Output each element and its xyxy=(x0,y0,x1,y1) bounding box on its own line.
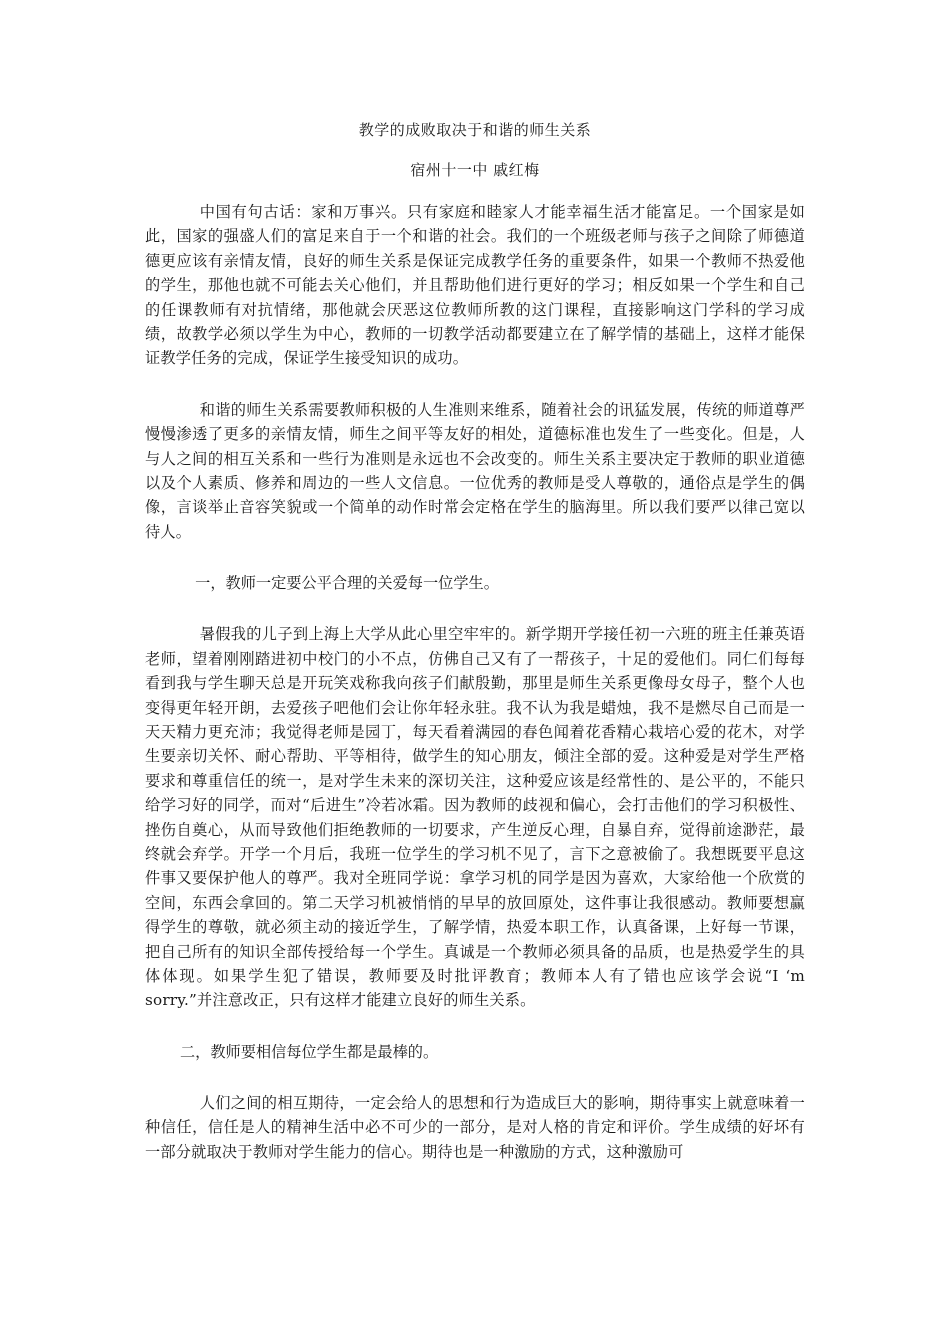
section-heading-one: 一，教师一定要公平合理的关爱每一位学生。 xyxy=(195,574,499,593)
paragraph-relationship: 和谐的师生关系需要教师积极的人生准则来维系，随着社会的讯猛发展，传统的师道尊严慢慢渗透了更多的亲情友情，师生之间平等友好的相处，道德标准也发生了一些变化。但是，人与人之间的相互关系和一些行为准则是永远也不会改变的。师生关系主要决定于教师的职业道德以及个人素质、修养和周边的一些人文信息。一位优秀的教师是受人尊敬的，通俗点是学生的偶像，言谈举止音容笑貌或一个简单的动作时常会定格在学生的脑海里。所以我们要严以律己宽以待人。 xyxy=(145,400,805,541)
section-heading-two: 二，教师要相信每位学生都是最棒的。 xyxy=(179,1042,439,1061)
paragraph-care-for-students: 暑假我的儿子到上海上大学从此心里空牢牢的。新学期开学接任初一六班的班主任兼英语老师，望着刚刚踏进初中校门的小不点，仿佛自己又有了一帮孩子，十足的爱他们。同仁们每每看到我与学生聊天总是开玩笑戏称我向孩子们献殷勤，那里是师生关系更像母女母子，整个人也变得更年轻开朗，去爱孩子吧他们会让你年轻永驻。我不认为我是蜡烛，我不是燃尽自己而是一天天精力更充沛；我觉得老师是园丁，每天看着满园的春色闻着花香精心栽培心爱的花木，对学生要亲切关怀、耐心帮助、平等相待，做学生的知心朋友，倾注全部的爱。这种爱是对学生严格要求和尊重信任的统一，是对学生未来的深切关注，这种爱应该是经常性的、是公平的，不能只给学习好的同学，而对“后进生”冷若冰霜。因为教师的歧视和偏心，会打击他们的学习积极性、挫伤自奠心，从而导致他们拒绝教师的一切要求，产生逆反心理，自暴自弃，觉得前途渺茫，最终就会弃学。开学一个月后，我班一位学生的学习机不见了，言下之意被偷了。我想既要平息这件事又要保护他人的尊严。我对全班同学说：拿学习机的同学是因为喜欢，大家给他一个欣赏的空间，东西会拿回的。第二天学习机被悄悄的早早的放回原处，这件事让我很感动。教师要想赢得学生的尊敬，就必须主动的接近学生，了解学情，热爱本职工作，认真备课，上好每一节课，把自己所有的知识全部传授给每一个学生。真诚是一个教师必须具备的品质，也是热爱学生的具体体现。如果学生犯了错误，教师要及时批评教育；教师本人有了错也应该学会说“I ‘m sorry.”并注意改正，只有这样才能建立良好的师生关系。 xyxy=(145,625,805,1010)
document-title: 教学的成败取决于和谐的师生关系 xyxy=(358,121,592,139)
document-page xyxy=(145,118,805,1191)
paragraph-expectation: 人们之间的相互期待，一定会给人的思想和行为造成巨大的影响，期待事实上就意味着一种信任，信任是人的精神生活中必不可少的一部分，是对人格的肯定和评价。学生成绩的好坏有一部分就取决于教师对学生能力的信心。期待也是一种激励的方式，这种激励可 xyxy=(145,1093,805,1161)
paragraph-intro: 中国有句古话：家和万事兴。只有家庭和睦家人才能幸福生活才能富足。一个国家是如此，国家的强盛人们的富足来自于一个和谐的社会。我们的一个班级老师与孩子之间除了师德道德更应该有亲情友情，良好的师生关系是保证完成教学任务的重要条件，如果一个教师不热爱他的学生，那他也就不可能去关心他们，并且帮助他们进行更好的学习；相反如果一个学生和自己的任课教师有对抗情绪，那他就会厌恶这位教师所教的这门课程，直接影响这门学科的学习成绩，故教学必须以学生为中心，教师的一切教学活动都要建立在了解学情的基础上，这样才能保证教学任务的完成，保证学生接受知识的成功。 xyxy=(145,203,805,368)
document-author: 宿州十一中 戚红梅 xyxy=(410,161,540,179)
